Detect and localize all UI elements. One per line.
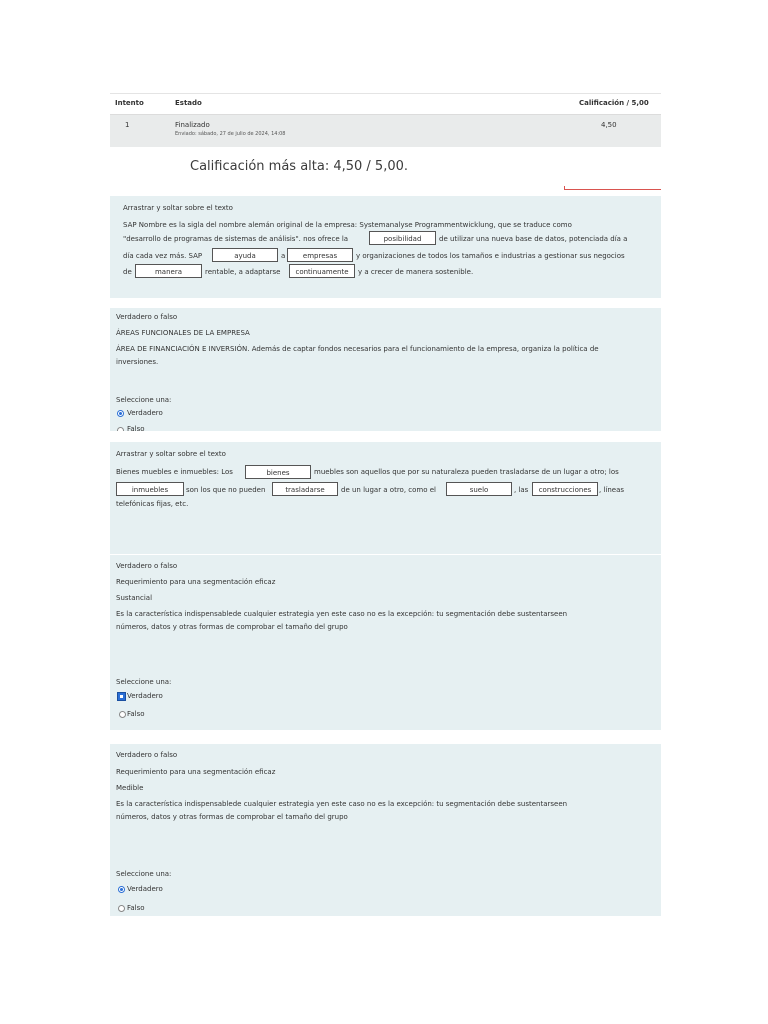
q2-line1: ÁREAS FUNCIONALES DE LA EMPRESA (116, 329, 250, 337)
q1-drop-empresas[interactable]: empresas (287, 248, 353, 262)
q2-select-label: Seleccione una: (116, 396, 172, 404)
q3-drop-inmuebles[interactable]: inmuebles (116, 482, 184, 496)
q5-line2: Medible (116, 784, 144, 792)
q3-line2c: , las (514, 486, 529, 494)
q3-drop-trasladarse[interactable]: trasladarse (272, 482, 338, 496)
q1-drop-posibilidad[interactable]: posibilidad (369, 231, 436, 245)
q1-line3b: a (281, 252, 286, 260)
q4-line1: Requerimiento para una segmentación eficaz (116, 578, 276, 586)
q1-line2a: "desarrollo de programas de sistemas de análisis". nos ofrece la (123, 235, 349, 243)
q3-line1a: Bienes muebles e inmuebles: Los (116, 468, 233, 476)
q4-select-label: Seleccione una: (116, 678, 172, 686)
q3-drop-bienes[interactable]: bienes (245, 465, 311, 479)
q5-label-false: Falso (127, 904, 145, 912)
header-status: Estado (175, 99, 202, 107)
q3-drop-construcciones[interactable]: construcciones (532, 482, 598, 496)
q1-drop-continuamente[interactable]: continuamente (289, 264, 355, 278)
question-card-2 (110, 308, 661, 431)
q1-drop-manera[interactable]: manera (135, 264, 202, 278)
q1-line1: SAP Nombre es la sigla del nombre alemán original de la empresa: Systemanalyse Programmentwicklung, que se traduce como (123, 221, 572, 229)
q5-type: Verdadero o falso (116, 751, 178, 759)
q4-line3: Es la característica indispensablede cualquier estrategia yen este caso no es la excepción: tu segmentación debe sustentarseen (116, 610, 568, 618)
q4-line4: números, datos y otras formas de comprobar el tamaño del grupo (116, 623, 348, 631)
q4-radio-true[interactable] (117, 692, 126, 701)
q1-line3c: y organizaciones de todos los tamaños e industrias a gestionar sus negocios (356, 252, 625, 260)
q2-label-true: Verdadero (127, 409, 163, 417)
highest-grade: Calificación más alta: 4,50 / 5,00. (190, 159, 409, 174)
q5-radio-false[interactable] (118, 905, 125, 912)
q5-label-true: Verdadero (127, 885, 163, 893)
q4-type: Verdadero o falso (116, 562, 178, 570)
q5-line3: Es la característica indispensablede cualquier estrategia yen este caso no es la excepción: tu segmentación debe sustentarseen (116, 800, 568, 808)
q1-line4b: rentable, a adaptarse (205, 268, 281, 276)
q4-line2: Sustancial (116, 594, 153, 602)
q4-label-true: Verdadero (127, 692, 163, 700)
q1-line4a: de (123, 268, 132, 276)
q2-radio-true[interactable] (117, 410, 124, 417)
attempt-sent-date: Enviado: sábado, 27 de julio de 2024, 14:08 (175, 131, 286, 137)
q3-line1b: muebles son aquellos que por su naturaleza pueden trasladarse de un lugar a otro; los (314, 468, 619, 476)
q2-false-clipped (110, 424, 661, 431)
q5-line1: Requerimiento para una segmentación eficaz (116, 768, 276, 776)
q1-line2b: de utilizar una nueva base de datos, potenciada día a (439, 235, 628, 243)
header-grade: Calificación / 5,00 (579, 99, 649, 107)
q1-line3a: día cada vez más. SAP (123, 252, 203, 260)
q3-drop-suelo[interactable]: suelo (446, 482, 512, 496)
q2-line2: ÁREA DE FINANCIACIÓN E INVERSIÓN. Además de captar fondos necesarios para el funcionamiento de la empresa, organiza la política de (116, 345, 599, 353)
q2-label-false: Falso (127, 425, 145, 431)
q1-line4c: y a crecer de manera sostenible. (358, 268, 474, 276)
q1-type: Arrastrar y soltar sobre el texto (123, 204, 233, 212)
attempt-status: Finalizado (175, 121, 210, 129)
question-card-3 (110, 442, 661, 554)
q2-line3: inversiones. (116, 358, 159, 366)
q3-line2d: , líneas (599, 486, 625, 494)
q5-radio-true[interactable] (118, 886, 125, 893)
q2-type: Verdadero o falso (116, 313, 178, 321)
q5-select-label: Seleccione una: (116, 870, 172, 878)
q3-line3: telefónicas fijas, etc. (116, 500, 189, 508)
q5-line4: números, datos y otras formas de comprobar el tamaño del grupo (116, 813, 348, 821)
q2-radio-false[interactable] (117, 427, 124, 431)
q3-type: Arrastrar y soltar sobre el texto (116, 450, 226, 458)
q3-line2a: son los que no pueden (186, 486, 266, 494)
header-attempt: Intento (115, 99, 144, 107)
q4-label-false: Falso (127, 710, 145, 718)
attempt-number: 1 (125, 121, 130, 129)
q3-line2b: de un lugar a otro, como el (341, 486, 436, 494)
q4-radio-false[interactable] (119, 711, 126, 718)
red-divider (564, 189, 661, 190)
attempt-grade: 4,50 (601, 121, 617, 129)
q1-drop-ayuda[interactable]: ayuda (212, 248, 278, 262)
